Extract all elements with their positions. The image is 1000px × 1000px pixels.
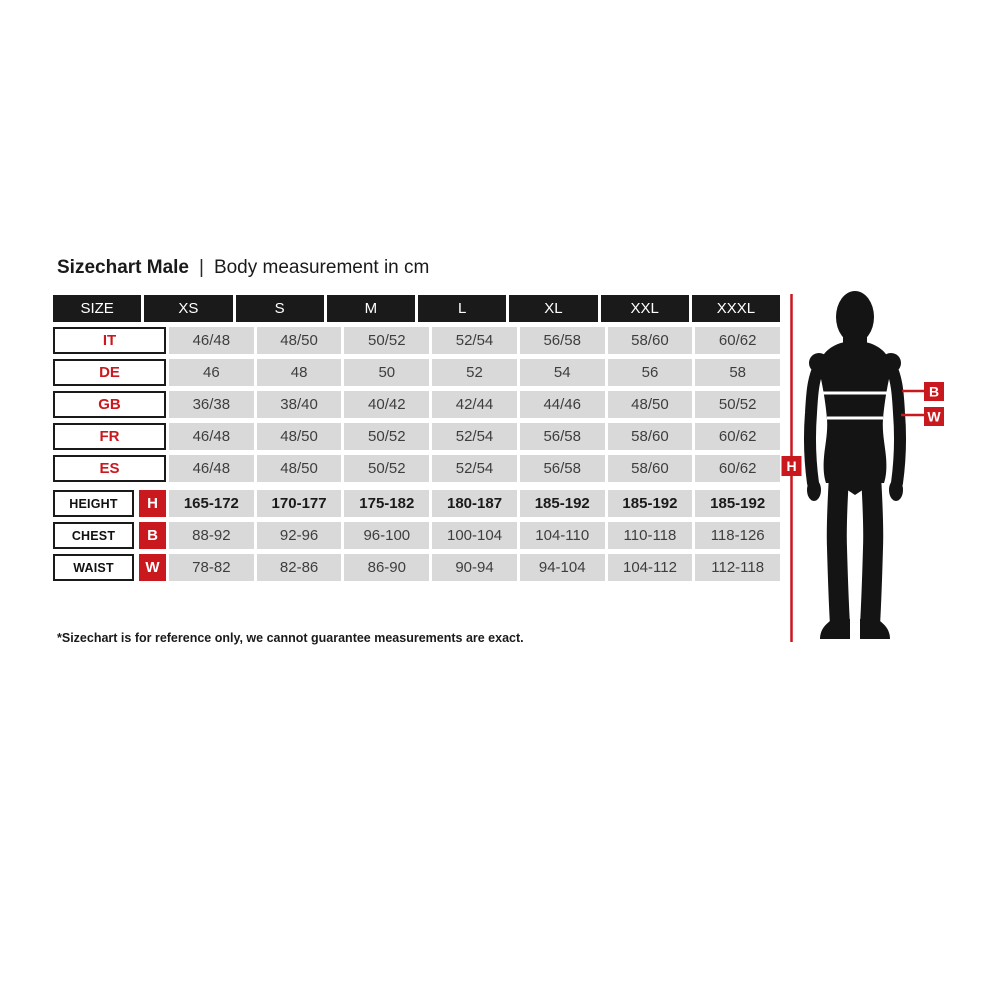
table-cell: 48/50 bbox=[608, 391, 693, 418]
table-row-de bbox=[53, 359, 780, 386]
table-cell: 92-96 bbox=[257, 522, 342, 549]
male-silhouette-figure bbox=[770, 283, 955, 651]
height-callout-label: H bbox=[786, 458, 797, 474]
table-cell: 58/60 bbox=[608, 327, 693, 354]
male-silhouette-icon bbox=[770, 283, 955, 651]
table-cell: 94-104 bbox=[520, 554, 605, 581]
table-cell: 56 bbox=[608, 359, 693, 386]
header-cell-m: M bbox=[327, 295, 415, 322]
body-silhouette bbox=[807, 291, 903, 639]
table-cell: 185-192 bbox=[695, 490, 780, 517]
table-cell: 58/60 bbox=[608, 423, 693, 450]
header-cell-xxl: XXL bbox=[601, 295, 689, 322]
table-cell: 104-110 bbox=[520, 522, 605, 549]
table-row-gb bbox=[53, 391, 780, 418]
table-cell: 96-100 bbox=[344, 522, 429, 549]
height-label-group bbox=[53, 490, 166, 517]
size-chart-table bbox=[53, 295, 780, 586]
row-label-gb: GB bbox=[53, 391, 166, 418]
table-row-height bbox=[53, 490, 780, 517]
table-cell: 86-90 bbox=[344, 554, 429, 581]
table-cell: 112-118 bbox=[695, 554, 780, 581]
table-cell: 56/58 bbox=[520, 423, 605, 450]
table-cell: 88-92 bbox=[169, 522, 254, 549]
table-cell: 52/54 bbox=[432, 455, 517, 482]
title-main: Sizechart Male bbox=[57, 257, 189, 278]
table-cell: 50/52 bbox=[344, 455, 429, 482]
header-cell-xl: XL bbox=[509, 295, 597, 322]
table-cell: 50/52 bbox=[695, 391, 780, 418]
table-cell: 48/50 bbox=[257, 455, 342, 482]
table-row-chest bbox=[53, 522, 780, 549]
header-cell-s: S bbox=[236, 295, 324, 322]
table-cell: 42/44 bbox=[432, 391, 517, 418]
table-row-fr bbox=[53, 423, 780, 450]
table-cell: 100-104 bbox=[432, 522, 517, 549]
table-cell: 60/62 bbox=[695, 455, 780, 482]
table-cell: 104-112 bbox=[608, 554, 693, 581]
table-cell: 50/52 bbox=[344, 423, 429, 450]
table-cell: 60/62 bbox=[695, 327, 780, 354]
table-cell: 90-94 bbox=[432, 554, 517, 581]
footnote: *Sizechart is for reference only, we cannot guarantee measurements are exact. bbox=[57, 631, 524, 645]
table-cell: 50 bbox=[344, 359, 429, 386]
header-cell-xxxl: XXXL bbox=[692, 295, 780, 322]
table-cell: 44/46 bbox=[520, 391, 605, 418]
table-cell: 58 bbox=[695, 359, 780, 386]
table-cell: 56/58 bbox=[520, 327, 605, 354]
row-label-waist: WAIST bbox=[53, 554, 134, 581]
waist-badge: W bbox=[139, 554, 166, 581]
page-title bbox=[57, 257, 429, 279]
table-row-it bbox=[53, 327, 780, 354]
row-label-height: HEIGHT bbox=[53, 490, 134, 517]
table-cell: 46/48 bbox=[169, 423, 254, 450]
height-badge: H bbox=[139, 490, 166, 517]
table-cell: 48/50 bbox=[257, 423, 342, 450]
row-label-fr: FR bbox=[53, 423, 166, 450]
row-label-it: IT bbox=[53, 327, 166, 354]
title-separator: | bbox=[199, 257, 204, 278]
table-cell: 58/60 bbox=[608, 455, 693, 482]
table-cell: 118-126 bbox=[695, 522, 780, 549]
table-cell: 54 bbox=[520, 359, 605, 386]
table-cell: 46 bbox=[169, 359, 254, 386]
table-cell: 170-177 bbox=[257, 490, 342, 517]
table-cell: 52 bbox=[432, 359, 517, 386]
table-cell: 60/62 bbox=[695, 423, 780, 450]
table-cell: 185-192 bbox=[608, 490, 693, 517]
table-cell: 185-192 bbox=[520, 490, 605, 517]
table-header-row bbox=[53, 295, 780, 322]
table-row-waist bbox=[53, 554, 780, 581]
header-cell-xs: XS bbox=[144, 295, 232, 322]
waist-label-group bbox=[53, 554, 166, 581]
title-subtitle: Body measurement in cm bbox=[213, 257, 430, 278]
waist-callout-label: W bbox=[927, 408, 941, 425]
table-cell: 52/54 bbox=[432, 327, 517, 354]
row-label-chest: CHEST bbox=[53, 522, 134, 549]
table-cell: 40/42 bbox=[344, 391, 429, 418]
table-cell: 36/38 bbox=[169, 391, 254, 418]
table-cell: 46/48 bbox=[169, 455, 254, 482]
table-cell: 48/50 bbox=[257, 327, 342, 354]
table-cell: 175-182 bbox=[344, 490, 429, 517]
table-cell: 82-86 bbox=[257, 554, 342, 581]
table-cell: 110-118 bbox=[608, 522, 693, 549]
measurement-section bbox=[53, 490, 780, 581]
row-label-de: DE bbox=[53, 359, 166, 386]
row-label-es: ES bbox=[53, 455, 166, 482]
chest-label-group bbox=[53, 522, 166, 549]
header-cell-size: SIZE bbox=[53, 295, 141, 322]
table-cell: 56/58 bbox=[520, 455, 605, 482]
table-cell: 48 bbox=[257, 359, 342, 386]
table-cell: 38/40 bbox=[257, 391, 342, 418]
chest-callout-label: B bbox=[928, 383, 940, 400]
table-cell: 46/48 bbox=[169, 327, 254, 354]
header-cell-l: L bbox=[418, 295, 506, 322]
table-cell: 180-187 bbox=[432, 490, 517, 517]
chest-badge: B bbox=[139, 522, 166, 549]
table-row-es bbox=[53, 455, 780, 482]
table-cell: 52/54 bbox=[432, 423, 517, 450]
table-cell: 165-172 bbox=[169, 490, 254, 517]
table-cell: 50/52 bbox=[344, 327, 429, 354]
table-cell: 78-82 bbox=[169, 554, 254, 581]
